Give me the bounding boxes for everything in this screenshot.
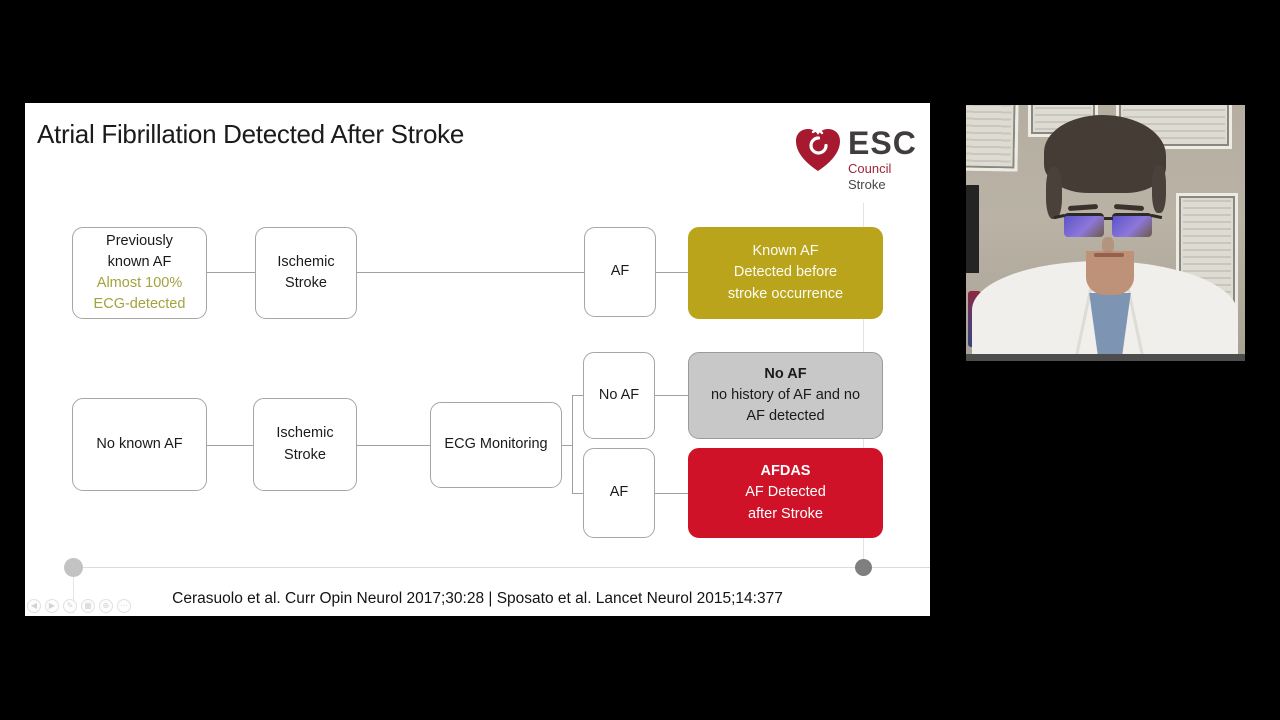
box-line: stroke occurrence — [727, 285, 844, 302]
esc-logo-council: Council — [848, 161, 892, 176]
box-known-af-result — [688, 227, 883, 319]
esc-logo-text — [848, 127, 917, 192]
box-no-known-af — [72, 398, 207, 491]
ellipsis-icon: ⋯ — [120, 601, 128, 610]
connector — [572, 395, 583, 396]
connector — [572, 493, 583, 494]
connector — [655, 493, 688, 494]
wall-frame — [966, 105, 1019, 172]
background-object — [966, 185, 979, 273]
webcam-bottom-strip — [966, 354, 1245, 361]
box-note-line: ECG-detected — [93, 296, 186, 313]
esc-logo-stroke: Stroke — [848, 176, 886, 192]
esc-council-stroke-logo — [793, 127, 917, 192]
presentation-slide — [25, 103, 930, 616]
box-line: Detected before — [733, 264, 838, 281]
box-line: no history of AF and no — [710, 386, 861, 403]
timeline-start-dot — [64, 558, 83, 577]
speaker-nose — [1102, 237, 1114, 253]
box-line: Previously — [106, 232, 173, 249]
connector — [656, 272, 688, 273]
connector — [357, 445, 430, 446]
timeline-track — [73, 567, 930, 568]
box-line: AF — [609, 484, 629, 501]
box-line: No known AF — [96, 435, 183, 452]
glasses-lens — [1064, 213, 1104, 237]
box-line: AF detected — [746, 408, 825, 424]
box-title: AFDAS — [760, 463, 811, 480]
all-slides-icon: ▦ — [84, 601, 92, 610]
box-af-small — [583, 448, 655, 538]
box-line: known AF — [107, 253, 172, 270]
box-line: Known AF — [752, 243, 819, 260]
pen-tool-button[interactable] — [63, 599, 77, 613]
next-slide-icon: ▶ — [48, 601, 56, 610]
box-afdas-result — [688, 448, 883, 538]
box-ischemic-stroke-bottom — [253, 398, 357, 491]
box-line: Ischemic — [277, 253, 335, 270]
box-note-line: Almost 100% — [96, 275, 183, 291]
connector — [655, 395, 688, 396]
zoom-slide-button[interactable] — [99, 599, 113, 613]
pen-icon: ✎ — [66, 601, 74, 610]
box-line: AF Detected — [745, 484, 826, 501]
speaker-hair — [1046, 167, 1062, 219]
box-no-af-result — [688, 352, 883, 439]
certificate — [966, 105, 1012, 164]
glasses-lens — [1112, 213, 1152, 237]
box-line: Stroke — [284, 446, 326, 463]
citation-text: Cerasuolo et al. Curr Opin Neurol 2017;30:28 | Sposato et al. Lancet Neurol 2015;14:377 — [172, 590, 783, 607]
speaker-hair — [1152, 165, 1166, 213]
slide-title: Atrial Fibrillation Detected After Stroke — [37, 119, 464, 149]
box-no-af-small — [583, 352, 655, 439]
speaker-mouth — [1094, 253, 1124, 257]
box-line: Stroke — [285, 275, 327, 291]
speaker-hair — [1044, 115, 1166, 193]
connector — [207, 272, 255, 273]
previous-slide-button[interactable] — [27, 599, 41, 613]
box-line: AF — [610, 263, 630, 280]
esc-heart-logo-icon — [793, 127, 843, 192]
esc-logo-org: ESC — [848, 125, 917, 161]
connector-fork — [572, 395, 573, 493]
presenter-controls — [27, 599, 131, 613]
connector — [357, 272, 584, 273]
box-af-top — [584, 227, 656, 317]
timeline-marker-dot — [855, 559, 872, 576]
box-ischemic-stroke-top — [255, 227, 357, 319]
box-title: No AF — [764, 365, 807, 382]
box-line: No AF — [598, 386, 640, 403]
connector — [207, 445, 253, 446]
box-line: after Stroke — [748, 505, 823, 522]
box-previously-known-af — [72, 227, 207, 319]
more-options-button[interactable] — [117, 599, 131, 613]
previous-slide-icon: ◀ — [30, 601, 38, 610]
zoom-icon: ⊕ — [102, 601, 110, 610]
all-slides-button[interactable] — [81, 599, 95, 613]
next-slide-button[interactable] — [45, 599, 59, 613]
webcam-video — [966, 105, 1245, 361]
box-line: Ischemic — [276, 425, 334, 442]
box-line: ECG Monitoring — [444, 436, 548, 453]
connector — [562, 445, 572, 446]
box-ecg-monitoring — [430, 402, 562, 488]
glasses-bridge — [1104, 217, 1113, 220]
